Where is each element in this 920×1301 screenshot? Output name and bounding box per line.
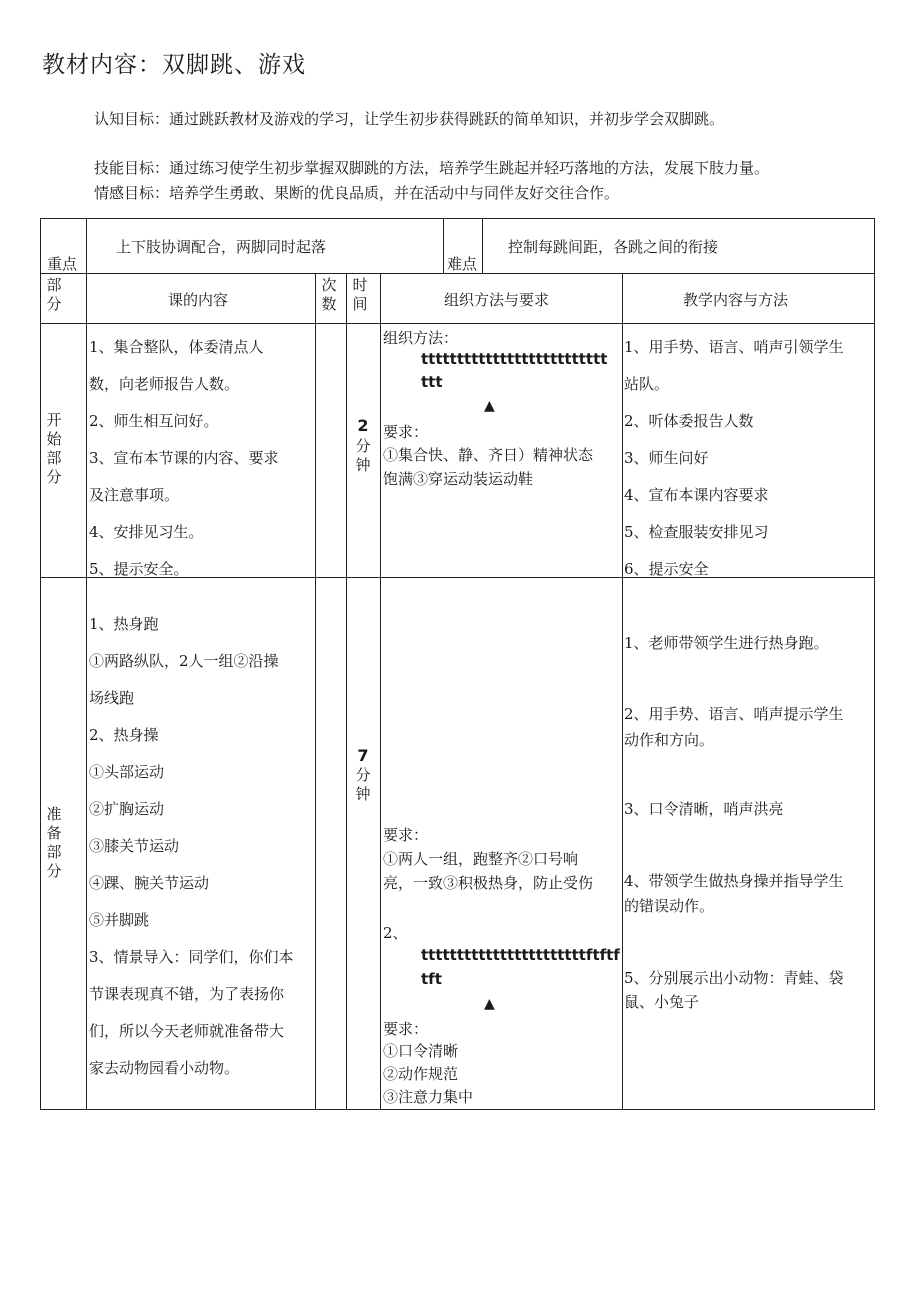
prep-method-item: 4、带领学生做热身操并指导学生	[624, 872, 844, 890]
list-item: 数，向老师报告人数。	[89, 375, 240, 393]
start-formation-line1: tttttttttttttttttttttttttt	[421, 350, 608, 368]
header-organization: 组织方法与要求	[444, 291, 550, 309]
header-time: 时间	[352, 276, 368, 313]
start-content	[89, 329, 279, 588]
prep-method-item: 的错误动作。	[624, 897, 715, 915]
list-item: 2、师生相互问好。	[89, 412, 219, 430]
prep-req2-item: ③注意力集中	[383, 1088, 474, 1106]
col-divider-count	[346, 273, 347, 1110]
difficulty-text: 控制每跳间距，各跳之间的衔接	[508, 238, 719, 256]
list-item: 5、检查服装安排见习	[624, 523, 769, 541]
key-text: 上下肢协调配合，两脚同时起落	[116, 238, 327, 256]
table-line-header	[40, 323, 875, 324]
list-item: 6、提示安全	[624, 560, 709, 578]
list-item: 4、宣布本课内容要求	[624, 486, 769, 504]
start-time-unit: 分钟	[355, 437, 371, 474]
list-item: 们，所以今天老师就准备带大	[89, 1022, 285, 1040]
list-item: 3、情景导入：同学们，你们本	[89, 948, 294, 966]
table-border-left	[40, 218, 41, 1110]
list-item: ③膝关节运动	[89, 837, 180, 855]
list-item: 家去动物园看小动物。	[89, 1059, 240, 1077]
header-method: 教学内容与方法	[683, 291, 789, 309]
header-count: 次数	[321, 276, 337, 313]
table-border-top	[40, 218, 875, 219]
start-req-label: 要求：	[383, 423, 429, 441]
list-item: 场线跑	[89, 689, 135, 707]
list-item: 及注意事项。	[89, 486, 180, 504]
prep-method-item: 2、用手势、语言、哨声提示学生	[624, 705, 844, 723]
start-req-line2: 饱满③穿运动装运动鞋	[383, 470, 534, 488]
difficulty-label: 难点	[447, 255, 478, 273]
list-item: ①两路纵队，2人一组②沿操	[89, 652, 279, 670]
start-method	[624, 329, 844, 588]
col-divider-org	[622, 273, 623, 1110]
prep-req2-label: 要求：	[383, 1020, 429, 1038]
prep-req1-line1: ①两人一组，跑整齐②口号响	[383, 850, 579, 868]
prep-req2-item: ①口令清晰	[383, 1042, 459, 1060]
table-border-bottom	[40, 1109, 875, 1110]
list-item: 2、热身操	[89, 726, 159, 744]
prep-req1-line2: 亮，一致③积极热身，防止受伤	[383, 874, 594, 892]
list-item: 1、热身跑	[89, 615, 159, 633]
col-divider-content	[315, 273, 316, 1110]
table-border-right	[874, 218, 875, 1110]
skill-objective: 技能目标：通过练习使学生初步掌握双脚跳的方法，培养学生跳起并轻巧落地的方法，发展下肢力量。	[94, 159, 770, 177]
prep-formation-line1: tttttttttttttttttttttttftftf	[421, 946, 620, 964]
list-item: 节课表现真不错，为了表扬你	[89, 985, 285, 1003]
prep-method-item: 动作和方向。	[624, 731, 715, 749]
header-content: 课的内容	[168, 291, 229, 309]
start-part-label: 开始部分	[46, 411, 62, 486]
list-item: 5、提示安全。	[89, 560, 189, 578]
list-item: 3、师生问好	[624, 449, 709, 467]
key-label: 重点	[47, 255, 78, 273]
header-part: 部分	[46, 276, 62, 313]
list-item: ⑤并脚跳	[89, 911, 150, 929]
prep-method-item: 5、分别展示出小动物：青蛙、袋	[624, 969, 844, 987]
prep-method-item: 1、老师带领学生进行热身跑。	[624, 634, 829, 652]
list-item: ②扩胸运动	[89, 800, 165, 818]
prep-time-number: 7	[357, 746, 369, 765]
prep-req2-item: ②动作规范	[383, 1065, 459, 1083]
col-divider-difficulty-text	[482, 218, 483, 274]
start-formation-line2: ttt	[421, 373, 443, 391]
start-time-number: 2	[357, 416, 369, 435]
list-item: 3、宣布本节课的内容、要求	[89, 449, 279, 467]
prep-part-label: 准备部分	[46, 805, 62, 880]
col-divider-difficulty-label	[443, 218, 444, 274]
emotion-objective: 情感目标：培养学生勇敢、果断的优良品质，并在活动中与同伴友好交往合作。	[94, 184, 620, 202]
teacher-triangle-icon: ▲	[484, 398, 495, 414]
col-divider-time	[380, 273, 381, 1110]
list-item: ④踝、腕关节运动	[89, 874, 210, 892]
list-item: ①头部运动	[89, 763, 165, 781]
list-item: 1、用手势、语言、哨声引领学生	[624, 338, 844, 356]
teacher-triangle-icon: ▲	[484, 996, 495, 1012]
cognitive-objective: 认知目标：通过跳跃教材及游戏的学习，让学生初步获得跳跃的简单知识，并初步学会双脚跳。	[94, 110, 725, 128]
prep-content	[89, 606, 294, 1087]
prep-formation-line2: tft	[421, 970, 442, 988]
prep-method-item: 3、口令清晰，哨声洪亮	[624, 800, 784, 818]
list-item: 2、听体委报告人数	[624, 412, 754, 430]
prep-method-item: 鼠、小兔子	[624, 993, 700, 1011]
page-title: 教材内容：双脚跳、游戏	[42, 52, 306, 78]
prep-req1-label: 要求：	[383, 826, 429, 844]
list-item: 4、安排见习生。	[89, 523, 204, 541]
list-item: 站队。	[624, 375, 670, 393]
start-org-label: 组织方法：	[383, 329, 459, 347]
prep-org2-label: 2、	[383, 924, 408, 942]
start-req-line1: ①集合快、静、齐日）精神状态	[383, 446, 594, 464]
list-item: 1、集合整队，体委清点人	[89, 338, 264, 356]
prep-time-unit: 分钟	[355, 766, 371, 803]
col-divider-part	[86, 218, 87, 1110]
